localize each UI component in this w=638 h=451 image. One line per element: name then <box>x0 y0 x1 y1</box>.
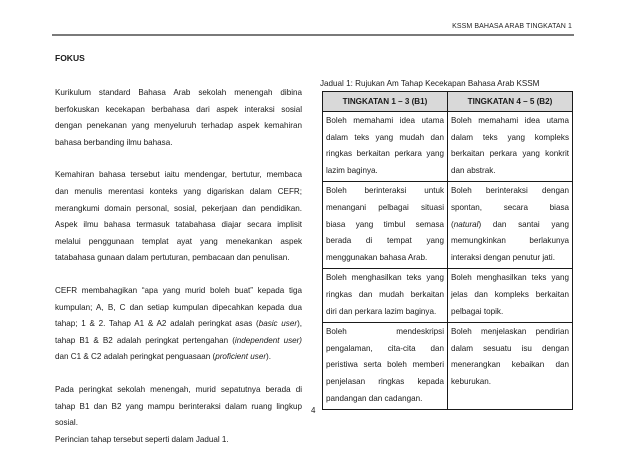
table-column <box>320 77 574 410</box>
text-line: dan menulis merentasi konteks yang digariskan dalam CEFR; <box>55 186 302 196</box>
section-heading: FOKUS <box>55 53 85 63</box>
text-line: tahap B1 & B2 adalah peringkat pertengahan (independent user) <box>55 335 303 345</box>
term-basic-user: basic user <box>258 319 298 329</box>
table-row <box>323 182 573 269</box>
paragraph-intro <box>55 85 302 151</box>
cell-b1: Boleh berinteraksi untuk menangani pelbagai situasi biasa yang timbul semasa berada di tempat yang menggunakan bahasa Arab. <box>323 182 448 269</box>
table-row <box>323 323 573 410</box>
text-line: berfokuskan kecekapan berbahasa dari aspek interaksi sosial <box>55 104 302 114</box>
term-independent-user: independent user) <box>234 335 303 345</box>
cell-b1: Boleh memahami idea utama dalam teks yang mudah dan ringkas berkaitan perkara yang lazim baginya. <box>323 112 448 182</box>
text-line: Pada peringkat sekolah menengah, murid sepatutnya berada di <box>55 384 302 394</box>
text-line: Aspek ilmu bahasa termasuk tatabahasa diajar secara implisit <box>55 220 302 230</box>
cell-b2: Boleh menghasilkan teks yang jelas dan kompleks berkaitan pelbagai topik. <box>448 269 573 323</box>
text-line: tahap B1 dan B2 yang mampu berinteraksi dalam ruang lingkup <box>55 401 302 411</box>
paragraph-level <box>55 382 302 448</box>
table-header-row <box>323 92 573 112</box>
header-divider <box>52 34 574 36</box>
text-line: bahasa berbanding ilmu bahasa. <box>55 137 173 147</box>
header-b2: TINGKATAN 4 – 5 (B2) <box>448 92 573 112</box>
text-line: Perincian tahap tersebut seperti dalam Jadual 1. <box>55 434 229 444</box>
term-natural: natural <box>453 219 479 229</box>
text-line: kumpulan; A, B, C dan setiap kumpulan dipecahkan kepada dua <box>55 302 302 312</box>
text-line: merangkumi domain personal, sosial, pekerjaan dan pendidikan. <box>55 203 302 213</box>
paragraph-cefr <box>55 283 302 366</box>
cell-b1: Boleh mendeskripsi pengalaman, cita-cita dan peristiwa serta boleh memberi penjelasan ringkas kepada pandangan dan cadangan. <box>323 323 448 410</box>
text-line: tatabahasa gunaan dalam pertuturan, pembacaan dan penulisan. <box>55 253 290 263</box>
text-line: sosial. <box>55 418 78 428</box>
header-b1: TINGKATAN 1 – 3 (B1) <box>323 92 448 112</box>
text-line: Kemahiran bahasa tersebut iaitu mendengar, bertutur, membaca <box>55 170 302 180</box>
term-proficient-user: proficient user <box>215 352 267 362</box>
text-line: tahap; 1 & 2. Tahap A1 & A2 adalah peringkat asas (basic user), <box>55 319 303 329</box>
cell-b2: Boleh menjelaskan pendirian dalam sesuatu isu dengan menerangkan kebaikan dan keburukan. <box>448 323 573 410</box>
page-number: 4 <box>311 406 316 415</box>
proficiency-table <box>322 91 573 410</box>
text-line: CEFR membahagikan “apa yang murid boleh buat” kepada tiga <box>55 285 302 295</box>
table-caption: Jadual 1: Rujukan Am Tahap Kecekapan Bahasa Arab KSSM <box>320 79 540 88</box>
paragraph-skills <box>55 167 302 267</box>
text-line: Kurikulum standard Bahasa Arab sekolah menengah dibina <box>55 88 302 97</box>
text-line: dan C1 & C2 adalah peringkat penguasaan (proficient user). <box>55 352 271 362</box>
running-header: KSSM BAHASA ARAB TINGKATAN 1 <box>452 23 572 30</box>
body-text-column <box>55 85 302 448</box>
text-line: melalui penggunaan templat ayat yang menekankan aspek <box>55 236 302 246</box>
cell-b2: Boleh memahami idea utama dalam teks yang kompleks berkaitan perkara yang konkrit dan abstrak. <box>448 112 573 182</box>
table-row <box>323 112 573 182</box>
cell-b2: Boleh berinteraksi dengan spontan, secara biasa (natural) dan santai yang memungkinkan berlakunya interaksi dengan penutur jati. <box>448 182 573 269</box>
cell-b1: Boleh menghasilkan teks yang ringkas dan mudah berkaitan diri dan perkara lazim baginya. <box>323 269 448 323</box>
table-row <box>323 269 573 323</box>
text-line: dengan penekanan yang menyeluruh terhadap aspek kemahiran <box>55 121 302 131</box>
